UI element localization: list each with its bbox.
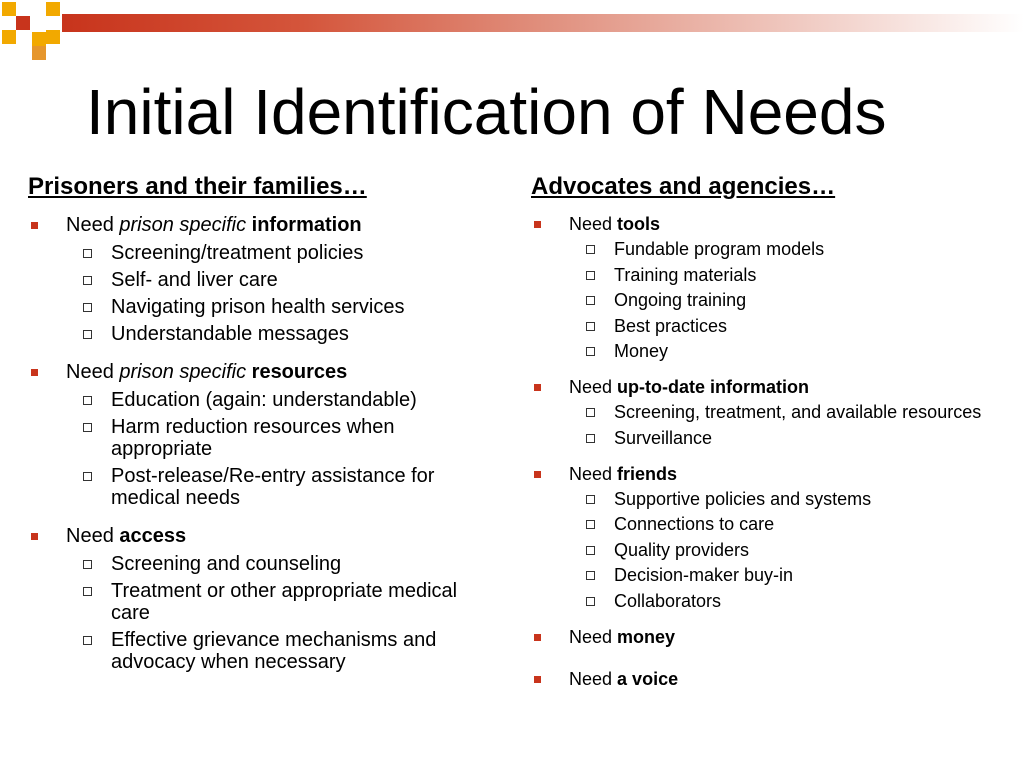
sub-item	[569, 428, 1001, 448]
sub-item-text: Harm reduction resources when appropriate	[111, 416, 395, 460]
bullet-item	[28, 361, 498, 509]
sub-item-text: Treatment or other appropriate medical care	[111, 580, 458, 624]
checkbox-bullet-icon	[83, 472, 92, 481]
checkbox-bullet-icon	[586, 597, 595, 606]
bullet-prefix: Need	[66, 214, 120, 236]
sub-list	[66, 242, 498, 345]
sub-item-text: Connections to care	[614, 514, 775, 534]
bullet-text	[569, 669, 1001, 689]
checkbox-bullet-icon	[83, 330, 92, 339]
bullet-marker	[534, 384, 541, 391]
sub-item-text: Screening and counseling	[111, 553, 342, 575]
checkbox-bullet-icon	[586, 271, 595, 280]
sub-item	[66, 296, 498, 318]
bullet-bold: money	[617, 626, 676, 647]
sub-item-text: Understandable messages	[111, 323, 349, 345]
decor-square	[32, 32, 46, 46]
decor-square	[2, 2, 16, 16]
bullet-bold: tools	[617, 214, 661, 234]
sub-item-text: Screening, treatment, and available resources	[614, 402, 982, 422]
sub-list	[569, 402, 1001, 448]
sub-item-text: Best practices	[614, 315, 728, 336]
bullet-text	[569, 377, 1001, 397]
sub-item-text: Money	[614, 341, 669, 361]
bullet-bold: access	[119, 525, 187, 547]
decor-square	[46, 2, 60, 16]
sub-item	[569, 591, 1001, 611]
sub-item	[66, 269, 498, 291]
sub-item	[569, 540, 1001, 560]
checkbox-bullet-icon	[83, 636, 92, 645]
checkbox-bullet-icon	[586, 495, 595, 504]
header-gradient-bar	[62, 14, 1024, 32]
sub-item	[569, 402, 1001, 422]
sub-item	[569, 514, 1001, 534]
bullet-text	[66, 361, 498, 383]
bullet-prefix: Need	[569, 668, 618, 689]
checkbox-bullet-icon	[586, 408, 595, 417]
checkbox-bullet-icon	[83, 249, 92, 258]
sub-item	[569, 489, 1001, 509]
bullet-text	[66, 525, 498, 547]
sub-list	[569, 239, 1001, 361]
sub-item-text: Navigating prison health services	[111, 296, 405, 318]
bullet-bold: resources	[251, 361, 348, 383]
decor-square	[16, 16, 30, 30]
sub-item-text: Training materials	[614, 264, 757, 285]
sub-item	[66, 553, 498, 575]
right-bullet-list	[531, 214, 1001, 689]
checkbox-bullet-icon	[586, 322, 595, 331]
bullet-marker	[31, 369, 38, 376]
sub-item	[569, 316, 1001, 336]
sub-item-text: Effective grievance mechanisms and advocacy when necessary	[111, 629, 437, 673]
bullet-prefix: Need	[569, 463, 618, 484]
bullet-marker	[534, 634, 541, 641]
bullet-text	[569, 464, 1001, 484]
checkbox-bullet-icon	[83, 303, 92, 312]
sub-item	[569, 290, 1001, 310]
sub-item	[66, 416, 498, 460]
bullet-prefix: Need	[66, 361, 120, 383]
bullet-italic: prison specific	[119, 361, 247, 383]
sub-item-text: Education (again: understandable)	[111, 389, 417, 411]
sub-list	[569, 489, 1001, 611]
sub-item	[66, 465, 498, 509]
bullet-italic: prison specific	[119, 214, 247, 236]
checkbox-bullet-icon	[83, 560, 92, 569]
bullet-marker	[534, 221, 541, 228]
bullet-bold: friends	[617, 463, 678, 484]
left-column-heading: Prisoners and their families…	[28, 173, 367, 200]
sub-item-text: Surveillance	[614, 427, 713, 448]
checkbox-bullet-icon	[83, 587, 92, 596]
sub-item-text: Ongoing training	[614, 290, 747, 310]
right-column	[531, 172, 1001, 694]
bullet-item	[531, 377, 1001, 448]
bullet-prefix: Need	[569, 377, 618, 397]
sub-item	[66, 580, 498, 624]
sub-item	[66, 629, 498, 673]
sub-item	[569, 565, 1001, 585]
checkbox-bullet-icon	[586, 347, 595, 356]
bullet-prefix: Need	[66, 525, 120, 547]
bullet-item	[531, 464, 1001, 611]
left-bullet-list	[28, 214, 498, 673]
checkbox-bullet-icon	[586, 571, 595, 580]
slide-title: Initial Identification of Needs	[86, 76, 887, 148]
checkbox-bullet-icon	[83, 423, 92, 432]
sub-item-text: Post-release/Re-entry assistance for medical needs	[111, 465, 435, 509]
bullet-bold: a voice	[617, 668, 679, 689]
checkbox-bullet-icon	[586, 546, 595, 555]
checkbox-bullet-icon	[586, 520, 595, 529]
decor-square	[32, 46, 46, 60]
right-column-heading: Advocates and agencies…	[531, 173, 836, 200]
bullet-bold: up-to-date information	[617, 377, 810, 397]
checkbox-bullet-icon	[83, 396, 92, 405]
sub-item-text: Supportive policies and systems	[614, 488, 872, 509]
sub-item	[66, 242, 498, 264]
sub-item-text: Quality providers	[614, 539, 750, 560]
decor-square	[2, 30, 16, 44]
checkbox-bullet-icon	[586, 434, 595, 443]
sub-item-text: Self- and liver care	[111, 269, 278, 291]
sub-item	[569, 265, 1001, 285]
checkbox-bullet-icon	[83, 276, 92, 285]
sub-item-text: Screening/treatment policies	[111, 242, 364, 264]
left-column	[28, 172, 498, 678]
bullet-text	[66, 214, 498, 236]
bullet-marker	[31, 533, 38, 540]
bullet-bold: information	[251, 214, 362, 236]
bullet-item	[28, 214, 498, 345]
bullet-marker	[31, 222, 38, 229]
bullet-marker	[534, 471, 541, 478]
sub-item	[66, 389, 498, 411]
bullet-text	[569, 627, 1001, 647]
bullet-prefix: Need	[569, 626, 618, 647]
bullet-text	[569, 214, 1001, 234]
sub-item-text: Collaborators	[614, 590, 722, 611]
sub-list	[66, 389, 498, 509]
bullet-prefix: Need	[569, 214, 618, 234]
bullet-item	[28, 525, 498, 673]
sub-list	[66, 553, 498, 673]
bullet-marker	[534, 676, 541, 683]
header-decoration	[0, 0, 1024, 64]
sub-item	[66, 323, 498, 345]
sub-item-text: Fundable program models	[614, 239, 825, 259]
sub-item-text: Decision-maker buy-in	[614, 565, 794, 585]
sub-item	[569, 239, 1001, 259]
checkbox-bullet-icon	[586, 296, 595, 305]
bullet-item	[531, 669, 1001, 689]
checkbox-bullet-icon	[586, 245, 595, 254]
bullet-item	[531, 214, 1001, 361]
decor-square	[46, 30, 60, 44]
sub-item	[569, 341, 1001, 361]
bullet-item	[531, 627, 1001, 647]
